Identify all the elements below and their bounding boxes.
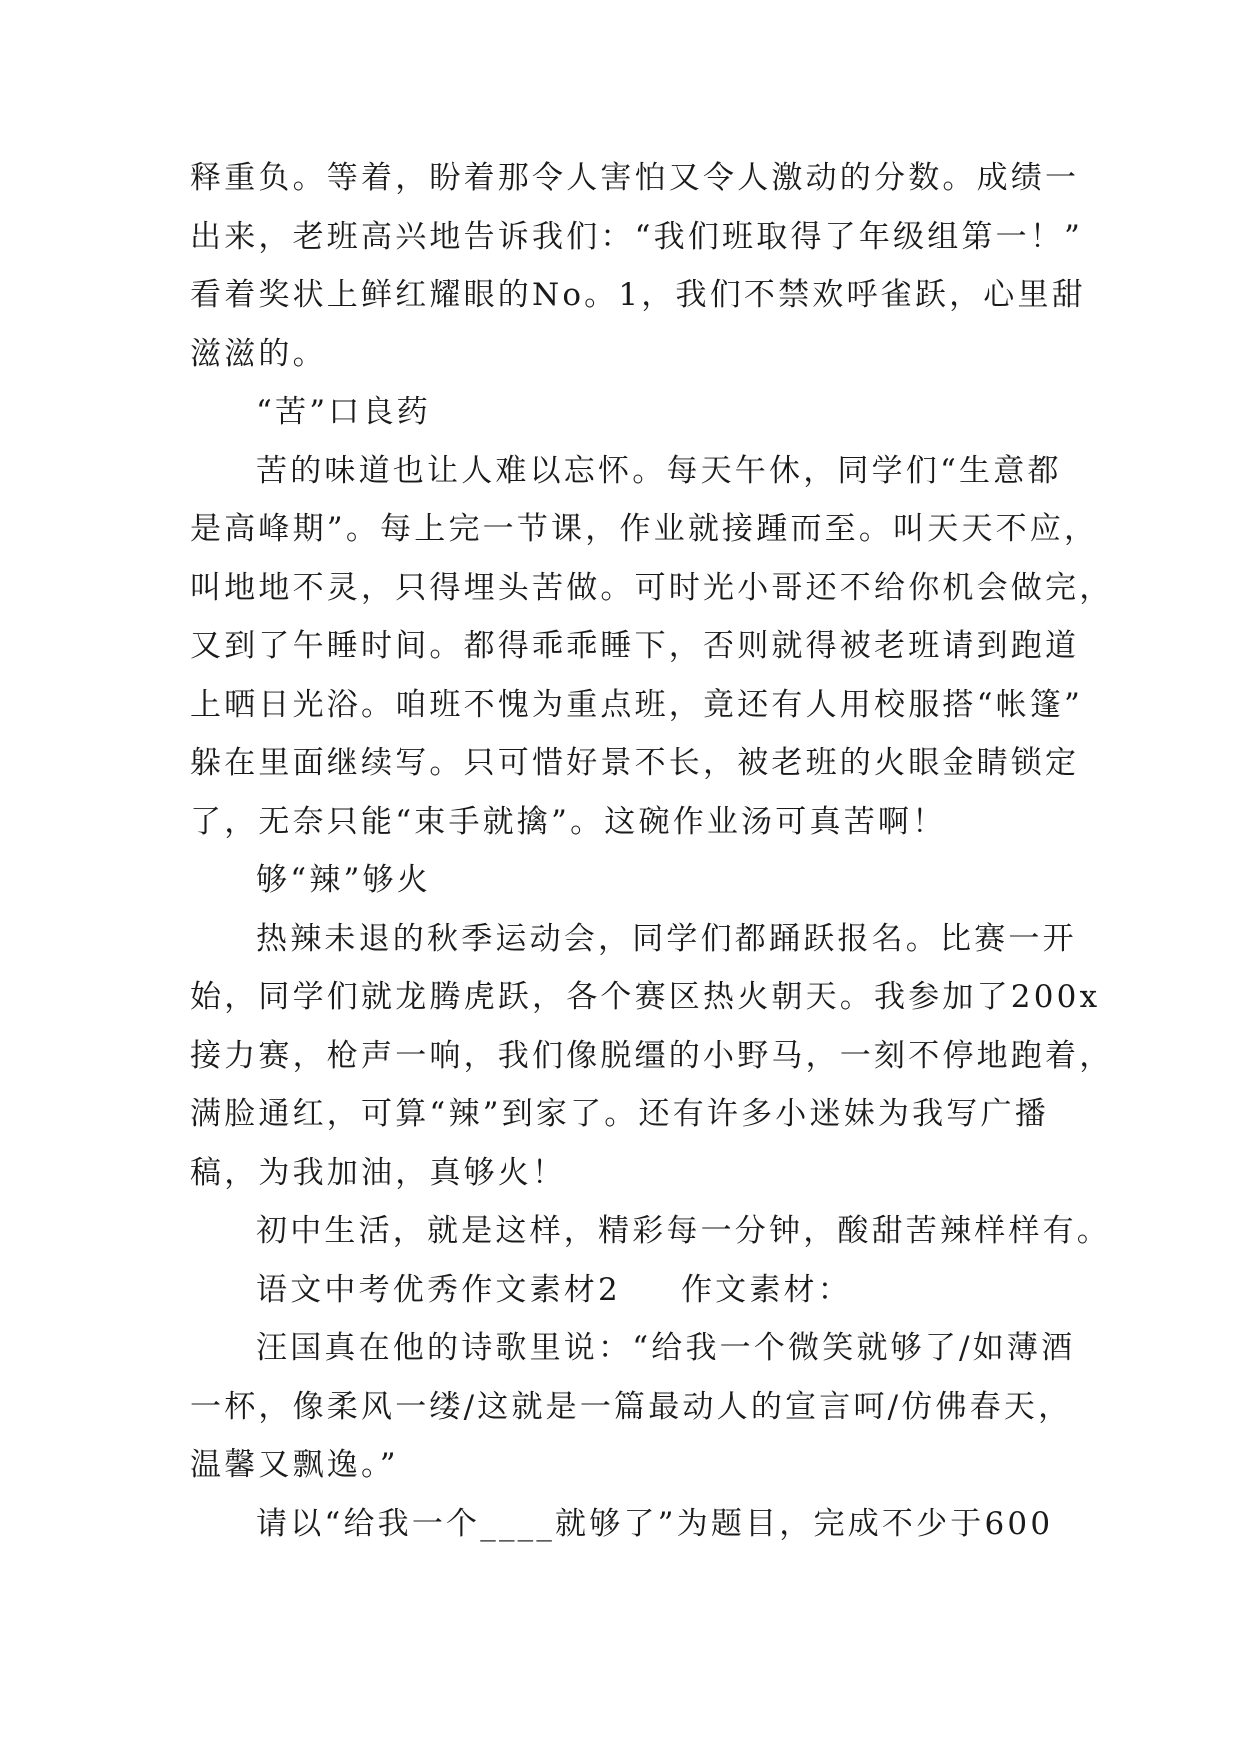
- section-heading-label: 作文素材：: [680, 1271, 852, 1308]
- text-line: 释重负。等着，盼着那令人害怕又令人激动的分数。成绩一: [190, 160, 1080, 196]
- text-line: 了，无奈只能“束手就擒”。这碗作业汤可真苦啊！: [190, 803, 947, 840]
- text-line: 接力赛，枪声一响，我们像脱缰的小野马，一刻不停地跑着，: [190, 1037, 1114, 1074]
- document-body: [190, 149, 1114, 1553]
- text-line: 叫地地不灵，只得埋头苦做。可时光小哥还不给你机会做完，: [190, 569, 1114, 606]
- text-line: 始，同学们就龙腾虎跃，各个赛区热火朝天。我参加了200x: [190, 979, 1101, 1015]
- text-line: 出来，老班高兴地告诉我们：“我们班取得了年级组第一！”: [190, 218, 1084, 255]
- text-line: 稿，为我加油，真够火！: [190, 1154, 567, 1191]
- text-line: 滋滋的。: [190, 335, 327, 372]
- text-line: 躲在里面继续写。只可惜好景不长，被老班的火眼金睛锁定: [190, 745, 1080, 781]
- text-line: 汪国真在他的诗歌里说：“给我一个微笑就够了/如薄酒: [256, 1330, 1076, 1366]
- text-line: 苦的味道也让人难以忘怀。每天午休，同学们“生意都: [256, 452, 1062, 489]
- text-line: 请以“给我一个____就够了”为题目，完成不少于600: [256, 1505, 1054, 1542]
- text-line: “苦”口良药: [256, 394, 431, 430]
- text-line: 满脸通红，可算“辣”到家了。还有许多小迷妹为我写广播: [190, 1096, 1049, 1132]
- text-line: 是高峰期”。每上完一节课，作业就接踵而至。叫天天不应，: [190, 511, 1099, 547]
- section-heading-title: 语文中考优秀作文素材2: [256, 1271, 621, 1308]
- text-line: 一杯，像柔风一缕/这就是一篇最动人的宣言呵/仿佛春天，: [190, 1388, 1073, 1425]
- text-line: 温馨又飘逸。”: [190, 1447, 399, 1483]
- section-heading: [190, 1261, 1060, 1320]
- text-line: 够“辣”够火: [256, 862, 431, 898]
- text-line: 上晒日光浴。咱班不愧为重点班，竟还有人用校服搭“帐篷”: [190, 686, 1084, 723]
- text-line: 热辣未退的秋季运动会，同学们都踊跃报名。比赛一开: [256, 920, 1077, 957]
- text-line: 又到了午睡时间。都得乖乖睡下，否则就得被老班请到跑道: [190, 628, 1080, 664]
- text-line: 初中生活，就是这样，精彩每一分钟，酸甜苦辣样样有。: [256, 1213, 1111, 1249]
- text-line: 看着奖状上鲜红耀眼的No。1，我们不禁欢呼雀跃，心里甜: [190, 277, 1086, 313]
